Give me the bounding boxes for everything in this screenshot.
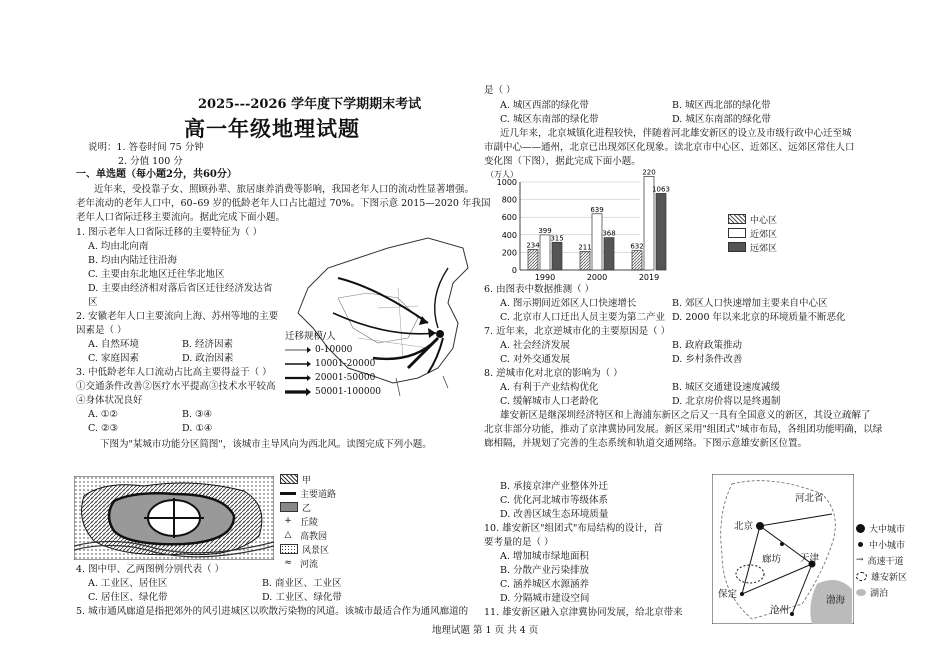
option: D. 乡村条件改善	[672, 354, 743, 365]
bar	[592, 214, 602, 270]
y-axis-label: （万人）	[486, 170, 518, 179]
option: D. ①④	[182, 423, 213, 434]
legend-item: 远郊区	[750, 243, 778, 254]
option: B. 郊区人口快速增加主要来自中心区	[672, 298, 828, 309]
option: B. ③④	[182, 409, 213, 420]
lake-icon	[856, 589, 866, 596]
legend-item: 高速干道	[867, 556, 904, 567]
arrow-thick-icon	[285, 375, 311, 381]
question-stem: 2. 安徽老年人口主要流向上海、苏州等地的主要	[76, 311, 279, 322]
legend-swatch-central-icon	[728, 214, 746, 224]
legend-title: 迁移规模/人	[285, 331, 336, 342]
option: D. 北京房价将以是终遏制	[672, 396, 781, 407]
hill-icon: +	[284, 516, 292, 526]
map-label: 北京	[734, 521, 754, 532]
question-stem: 6. 由图表中数据推测（ ）	[484, 284, 595, 295]
option: A. 自然环境	[88, 339, 139, 350]
option: D. 主要由经济相对落后省区迁往经济发达省	[88, 283, 273, 294]
x-tick-label: 2019	[638, 273, 660, 282]
intro-line: 近年来，受投靠子女、照顾孙辈、旅居康养消费等影响，我国老年人口的流动性显著增强。	[94, 184, 475, 195]
option: D. 2000 年以来北京的环境质量不断恶化	[672, 312, 846, 323]
option: D. 工业区、绿化带	[262, 592, 342, 603]
option: A. 工业区、居住区	[88, 578, 168, 589]
data-label: 639	[590, 205, 604, 214]
map-legend	[285, 330, 381, 399]
map-label: 河北省	[795, 493, 824, 504]
chart-legend	[728, 212, 777, 254]
option: C. 北京市人口迁出人员主要为第二产业	[500, 312, 665, 323]
bar	[604, 238, 614, 270]
option: A. 图示期间近郊区人口快速增长	[500, 298, 637, 309]
data-label: 234	[526, 241, 540, 250]
data-label: 632	[630, 242, 644, 251]
arrow-heavy-icon	[285, 388, 311, 396]
y-tick-label: 0	[511, 266, 517, 275]
option: B. 承接京津产业整体外迁	[500, 481, 609, 492]
note-score: 2. 分值 100 分	[118, 156, 183, 167]
legend-item: 河流	[300, 559, 319, 570]
question-stem: ④身体状况良好	[76, 395, 143, 406]
question-stem: 11. 雄安新区融入京津冀协同发展，给北京带来	[484, 607, 683, 618]
data-label: 399	[538, 226, 552, 235]
x-tick-label: 2000	[586, 273, 608, 282]
x-tick-label: 1990	[534, 273, 556, 282]
option: D. 城区东南部的绿化带	[672, 114, 771, 125]
question-stem: 10. 雄安新区"组团式"布局结构的设计，首	[484, 523, 663, 534]
section-heading: 一、单选题（每小题2分，共60分）	[76, 169, 237, 180]
map-label: 沧州	[770, 605, 790, 616]
highway-arrow-icon: →	[856, 555, 864, 565]
option: A. ①②	[88, 409, 118, 420]
intro-line: 老年流动的老年人口中，60–69 岁的低龄老年人口占比超过 70%。下图示意 2015—2020 年我国	[76, 198, 491, 209]
paragraph-line: 雄安新区是继深圳经济特区和上海浦东新区之后又一具有全国意义的新区，其设立疏解了	[500, 410, 871, 421]
campus-icon: △	[284, 530, 292, 540]
option: C. 缓解城市人口老龄化	[500, 396, 599, 407]
option: A. 社会经济发展	[500, 340, 570, 351]
legend-swatch-inner-icon	[728, 228, 746, 238]
legend-item: 中小城市	[869, 540, 906, 551]
option: D. 分隔城市建设空间	[500, 593, 590, 604]
bar	[528, 249, 538, 270]
question-stem: 7. 近年来，北京逆城市化的主要原因是（ ）	[484, 326, 671, 337]
city-function-map	[74, 476, 274, 560]
option: B. 城区交通建设速度减缓	[672, 382, 781, 393]
river-icon: ≈	[284, 558, 292, 568]
option: C. ②③	[88, 423, 119, 434]
legend-item: 10001-20000	[315, 359, 376, 369]
option: A. 均由北向南	[88, 241, 149, 252]
city-legend	[280, 472, 336, 570]
option: B. 商业区、工业区	[262, 578, 342, 589]
note-time: 说明：1. 答卷时间 75 分钟	[88, 142, 204, 153]
paragraph-line: 变化图（下图），据此完成下面小题。	[484, 156, 641, 167]
map-label: 保定	[718, 589, 738, 600]
legend-item: 主要道路	[300, 489, 337, 500]
legend-item: 近郊区	[750, 229, 778, 240]
arrow-thin-icon	[285, 347, 311, 353]
option: C. 家庭因素	[88, 353, 139, 364]
scenic-swatch-icon	[280, 544, 298, 554]
legend-item: 甲	[302, 475, 312, 486]
option: B. 政府政策推动	[672, 340, 743, 351]
question-stem: 要考量的是（ ）	[484, 537, 554, 548]
legend-swatch-outer-icon	[728, 242, 746, 252]
bar	[632, 251, 642, 270]
option: D. 政治因素	[182, 353, 234, 364]
question-stem: 8. 逆城市化对北京的影响为（ ）	[484, 368, 623, 379]
arrow-medium-icon	[285, 361, 311, 367]
gray-swatch-icon	[280, 502, 298, 512]
paragraph-line: 北京非部分功能，推动了京津冀协同发展。新区采用"组团式"城市布局，各组团功能明确，以绿	[484, 424, 883, 435]
big-city-icon	[856, 524, 865, 533]
data-label: 211	[578, 243, 592, 252]
question-stem: 1. 图示老年人口省际迁移的主要特征为（ ）	[76, 227, 263, 238]
option: C. 城区东南部的绿化带	[500, 114, 599, 125]
legend-item: 乙	[302, 503, 312, 514]
option: C. 优化河北城市等级体系	[500, 495, 608, 506]
xiongan-legend	[856, 520, 907, 600]
bar	[656, 193, 666, 270]
map-label: 天津	[800, 553, 820, 564]
option: C. 居住区、绿化带	[88, 592, 168, 603]
data-label: 1063	[652, 185, 670, 194]
y-tick-label: 200	[501, 248, 517, 258]
question-stem: 5. 城市通风廊道是指把郊外的风引进城区以吹散污染物的风道。该城市最适合作为通风廊道的	[76, 606, 469, 617]
legend-item: 雄安新区	[871, 572, 908, 583]
continuation: 是（ ）	[484, 85, 516, 96]
option: B. 经济因素	[182, 339, 234, 350]
paragraph-line: 廊相隔，并规划了完善的生态系统和轨道交通网络。下图示意雄安新区位置。	[484, 438, 808, 449]
map-label: 廊坊	[762, 554, 782, 565]
bar	[580, 251, 590, 270]
option: B. 均由内陆迁往沿海	[88, 255, 178, 266]
y-tick-label: 400	[501, 230, 517, 240]
exam-title: 2025---2026 学年度下学期期末考试	[198, 97, 422, 112]
question-stem: 3. 中低龄老年人口流动占比高主要得益于（ ）	[76, 367, 272, 378]
page-footer: 地理试题 第 1 页 共 4 页	[432, 625, 539, 636]
option: C. 主要由东北地区迁往华北地区	[88, 269, 225, 280]
bar	[540, 235, 550, 270]
y-tick-label: 800	[501, 195, 517, 205]
city-intro: 下图为"某城市功能分区简图"，该城市主导风向为西北风。读图完成下列小题。	[100, 439, 432, 450]
question-stem: 因素是（ ）	[76, 325, 127, 336]
legend-item: 大中城市	[869, 524, 906, 535]
map-label: 渤海	[826, 595, 846, 606]
data-label: 368	[602, 229, 616, 238]
option: 区	[88, 297, 98, 308]
data-label: 220	[642, 168, 656, 177]
bar	[552, 242, 562, 270]
hatch-swatch-icon	[280, 474, 298, 484]
option: D. 改善区域生态环境质量	[500, 509, 609, 520]
legend-item: 风景区	[302, 545, 330, 556]
legend-item: 湖泊	[870, 588, 889, 599]
legend-item: 中心区	[750, 215, 778, 226]
legend-item: 丘陵	[300, 517, 319, 528]
intro-line: 老年人口省际迁移主要流向。据此完成下面小题。	[76, 212, 286, 223]
legend-item: 20001-50000	[315, 373, 376, 383]
question-stem: 4. 图中甲、乙两图例分别代表（ ）	[76, 564, 225, 575]
option: A. 增加城市绿地面积	[500, 551, 589, 562]
road-line-icon	[280, 492, 296, 495]
subject-title: 高一年级地理试题	[184, 116, 360, 141]
option: A. 城区西部的绿化带	[500, 100, 589, 111]
paragraph-line: 近几年来，北京城镇化进程较快，伴随着河北雄安新区的设立及市级行政中心迁至城	[500, 128, 852, 139]
option: C. 涵养城区水源涵养	[500, 579, 589, 590]
question-stem: ①交通条件改善②医疗水平提高③技术水平较高	[76, 381, 276, 392]
y-tick-label: 1000	[496, 178, 517, 187]
new-area-icon	[856, 572, 867, 581]
legend-item: 高教园	[300, 531, 328, 542]
legend-item: 0-10000	[315, 345, 353, 355]
paragraph-line: 市副中心——通州，北京已出现郊区化现象。读北京市中心区、近郊区、远郊区常住人口	[484, 142, 855, 153]
option: B. 城区西北部的绿化带	[672, 100, 771, 111]
option: A. 有利于产业结构优化	[500, 382, 599, 393]
legend-item: 50001-100000	[315, 387, 382, 397]
y-tick-label: 600	[501, 213, 517, 223]
data-label: 315	[550, 234, 564, 243]
small-city-icon	[858, 542, 863, 547]
option: C. 对外交通发展	[500, 354, 570, 365]
option: B. 分散产业污染排放	[500, 565, 590, 576]
